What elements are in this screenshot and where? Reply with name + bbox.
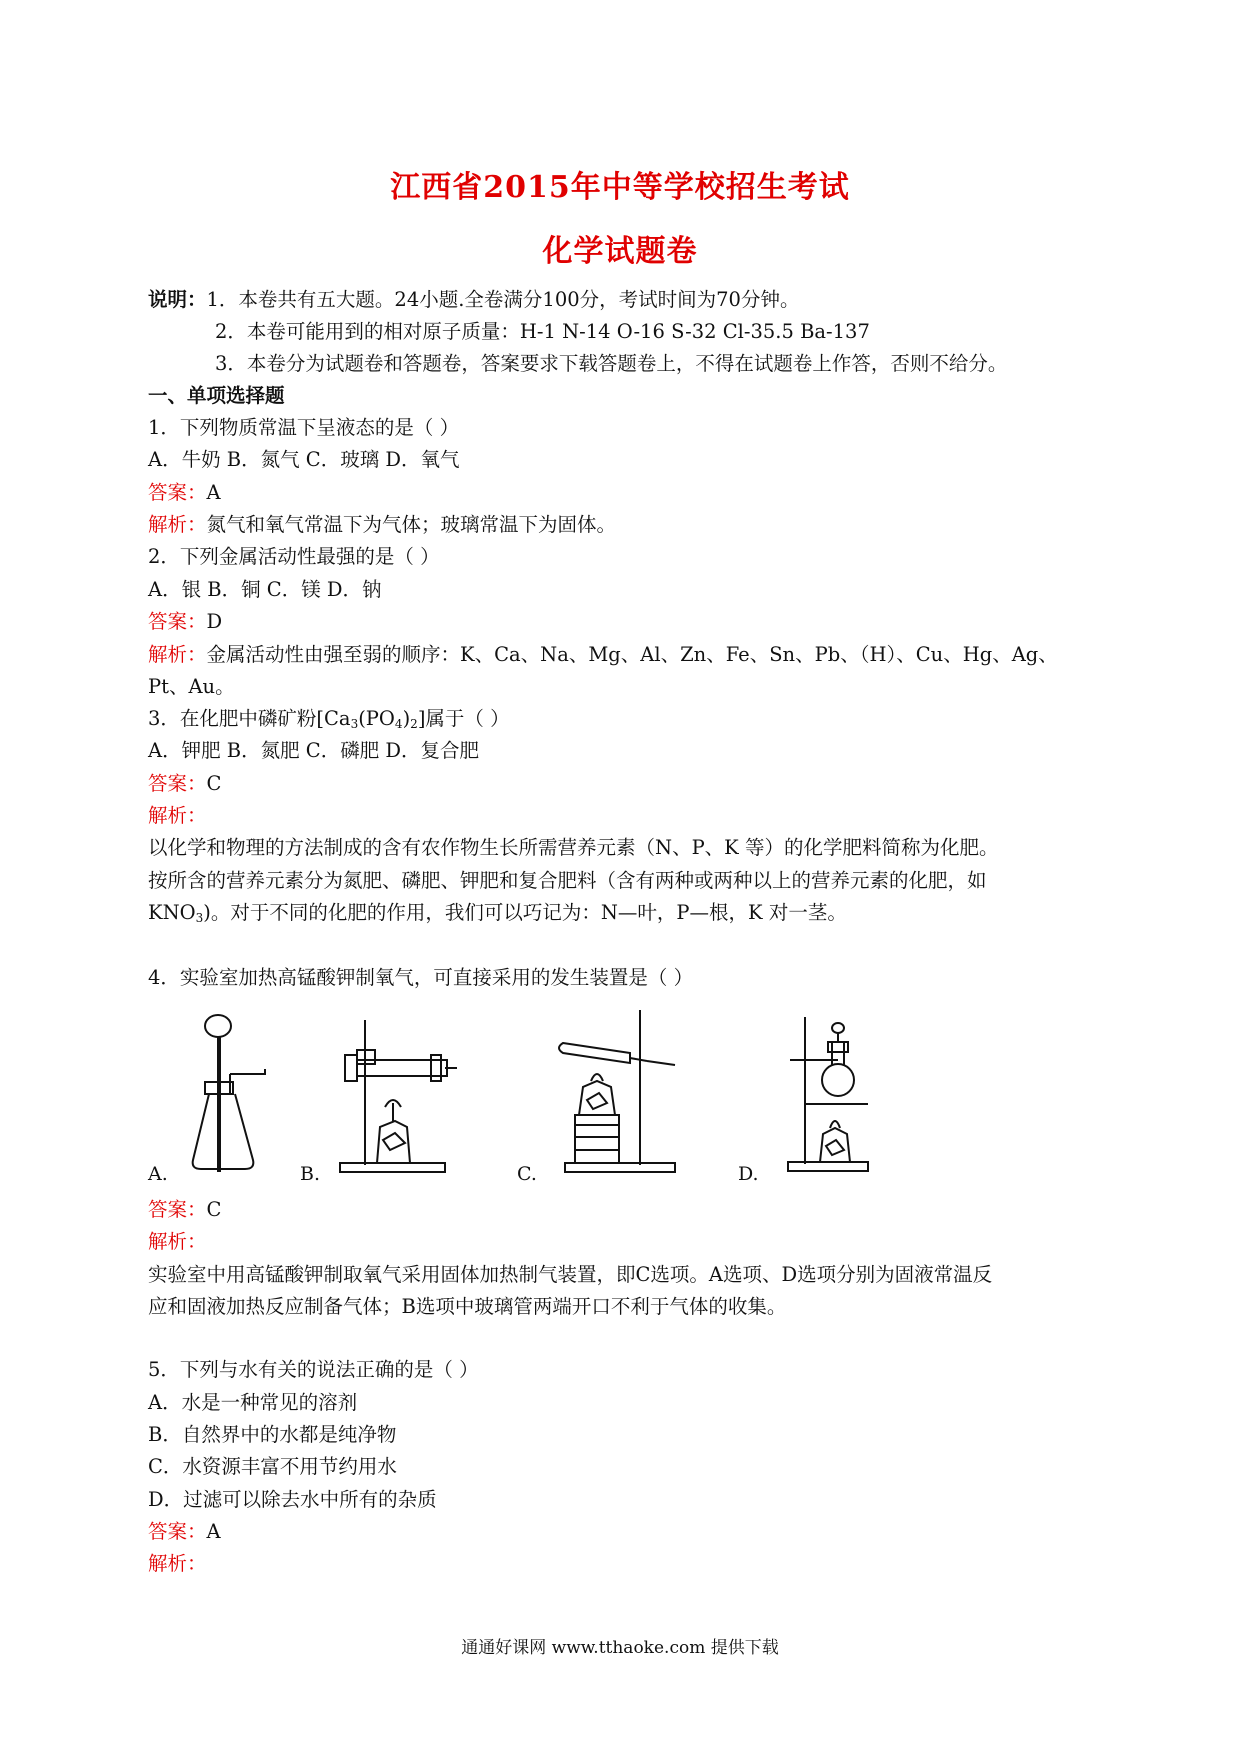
- instructions-line-1: [148, 287, 799, 313]
- q2-analysis-cont: Pt、Au。: [148, 675, 235, 698]
- q3-para3-part: )。对于不同的化肥的作用，我们可以巧记为：N—叶，P—根，K 对一茎。: [203, 901, 847, 924]
- q4-label-b: B.: [300, 1163, 321, 1185]
- page-title: 江西省2015年中等学校招生考试: [390, 170, 850, 205]
- q3-analysis-label: 解析：: [148, 804, 207, 827]
- q5-answer-value: A: [206, 1520, 221, 1543]
- page-subtitle: 化学试题卷: [542, 234, 698, 269]
- q3-stem: [148, 706, 510, 737]
- q3-answer: [148, 771, 221, 797]
- instruction-item-1: 1．本卷共有五大题。24小题.全卷满分100分，考试时间为70分钟。: [206, 288, 800, 311]
- q1-analysis: [148, 512, 616, 538]
- q5-option-a: A．水是一种常见的溶剂: [148, 1391, 358, 1414]
- q4-analysis-label: 解析：: [148, 1230, 207, 1253]
- q3-analysis-para-2: 按所含的营养元素分为氮肥、磷肥、钾肥和复合肥料（含有两种或两种以上的营养元素的化肥，如: [148, 869, 987, 892]
- instruction-item-2: 2．本卷可能用到的相对原子质量：H-1 N-14 O-16 S-32 Cl-35.5 Ba-137: [215, 320, 870, 343]
- q4-label-c: C.: [517, 1163, 537, 1185]
- q5-analysis-label: 解析：: [148, 1552, 207, 1575]
- section-heading: 一、单项选择题: [148, 384, 285, 407]
- q2-answer-label: 答案：: [148, 610, 207, 633]
- apparatus-a-flask-icon: [185, 1012, 275, 1182]
- apparatus-d-round-flask-icon: [780, 1012, 890, 1177]
- q3-para3-part: KNO: [148, 901, 196, 924]
- q2-analysis: [148, 642, 1058, 668]
- q4-analysis-cont: 应和固液加热反应制备气体；B选项中玻璃管两端开口不利于气体的收集。: [148, 1295, 787, 1318]
- q3-subscript: 2: [410, 717, 418, 731]
- q2-analysis-label: 解析：: [148, 643, 207, 666]
- q3-answer-label: 答案：: [148, 772, 207, 795]
- footer-text: 通通好课网 www.tthaoke.com 提供下载: [461, 1638, 779, 1658]
- q4-stem: 4．实验室加热高锰酸钾制氧气，可直接采用的发生装置是（ ）: [148, 966, 694, 989]
- q4-answer-label: 答案：: [148, 1198, 207, 1221]
- q5-option-c: C．水资源丰富不用节约用水: [148, 1455, 397, 1478]
- instruction-item-3: 3．本卷分为试题卷和答题卷，答案要求下载答题卷上，不得在试题卷上作答，否则不给分。: [215, 352, 1008, 375]
- q1-answer: [148, 480, 221, 506]
- q3-subscript: 4: [394, 717, 403, 731]
- q5-stem: 5．下列与水有关的说法正确的是（ ）: [148, 1358, 479, 1381]
- q3-stem-part: (PO: [358, 707, 395, 730]
- q1-stem: 1．下列物质常温下呈液态的是（ ）: [148, 416, 460, 439]
- q1-answer-value: A: [206, 481, 221, 504]
- q3-stem-part: ]属于（ ）: [417, 707, 510, 730]
- q1-analysis-label: 解析：: [148, 513, 207, 536]
- q4-answer: [148, 1197, 221, 1223]
- q4-label-d: D.: [738, 1163, 759, 1185]
- q3-answer-value: C: [206, 772, 222, 795]
- q3-stem-part: 3．在化肥中磷矿粉[Ca: [148, 707, 351, 730]
- apparatus-b-tube-icon: [335, 1015, 460, 1177]
- q1-answer-label: 答案：: [148, 481, 207, 504]
- q4-label-a: A.: [148, 1163, 168, 1185]
- q5-answer: [148, 1519, 221, 1545]
- q2-stem: 2．下列金属活动性最强的是（ ）: [148, 545, 440, 568]
- q3-stem-part: ): [402, 707, 411, 730]
- apparatus-c-test-tube-icon: [555, 1005, 695, 1175]
- q2-analysis-text: 金属活动性由强至弱的顺序：K、Ca、Na、Mg、Al、Zn、Fe、Sn、Pb、（H）、Cu、Hg、Ag、: [206, 643, 1058, 666]
- q2-answer: [148, 609, 222, 635]
- q1-analysis-text: 氮气和氧气常温下为气体；玻璃常温下为固体。: [206, 513, 617, 536]
- q2-options: A．银 B．铜 C．镁 D．钠: [148, 578, 382, 601]
- q3-para3-subscript: 3: [195, 911, 204, 925]
- q3-analysis-para-3: [148, 900, 847, 931]
- q3-options: A．钾肥 B．氮肥 C．磷肥 D．复合肥: [148, 739, 480, 762]
- instructions-label: 说明：: [148, 288, 207, 311]
- q3-analysis-para-1: 以化学和物理的方法制成的含有农作物生长所需营养元素（N、P、K 等）的化学肥料简称为化肥。: [148, 836, 999, 859]
- q1-options: A．牛奶 B．氮气 C．玻璃 D．氧气: [148, 448, 460, 471]
- q2-answer-value: D: [206, 610, 223, 633]
- q4-analysis-text: 实验室中用高锰酸钾制取氧气采用固体加热制气装置，即C选项。A选项、D选项分别为固液常温反: [148, 1263, 993, 1286]
- q3-subscript: 3: [350, 717, 359, 731]
- q5-option-d: D．过滤可以除去水中所有的杂质: [148, 1488, 437, 1511]
- q5-option-b: B．自然界中的水都是纯净物: [148, 1423, 397, 1446]
- q4-answer-value: C: [206, 1198, 222, 1221]
- q5-answer-label: 答案：: [148, 1520, 207, 1543]
